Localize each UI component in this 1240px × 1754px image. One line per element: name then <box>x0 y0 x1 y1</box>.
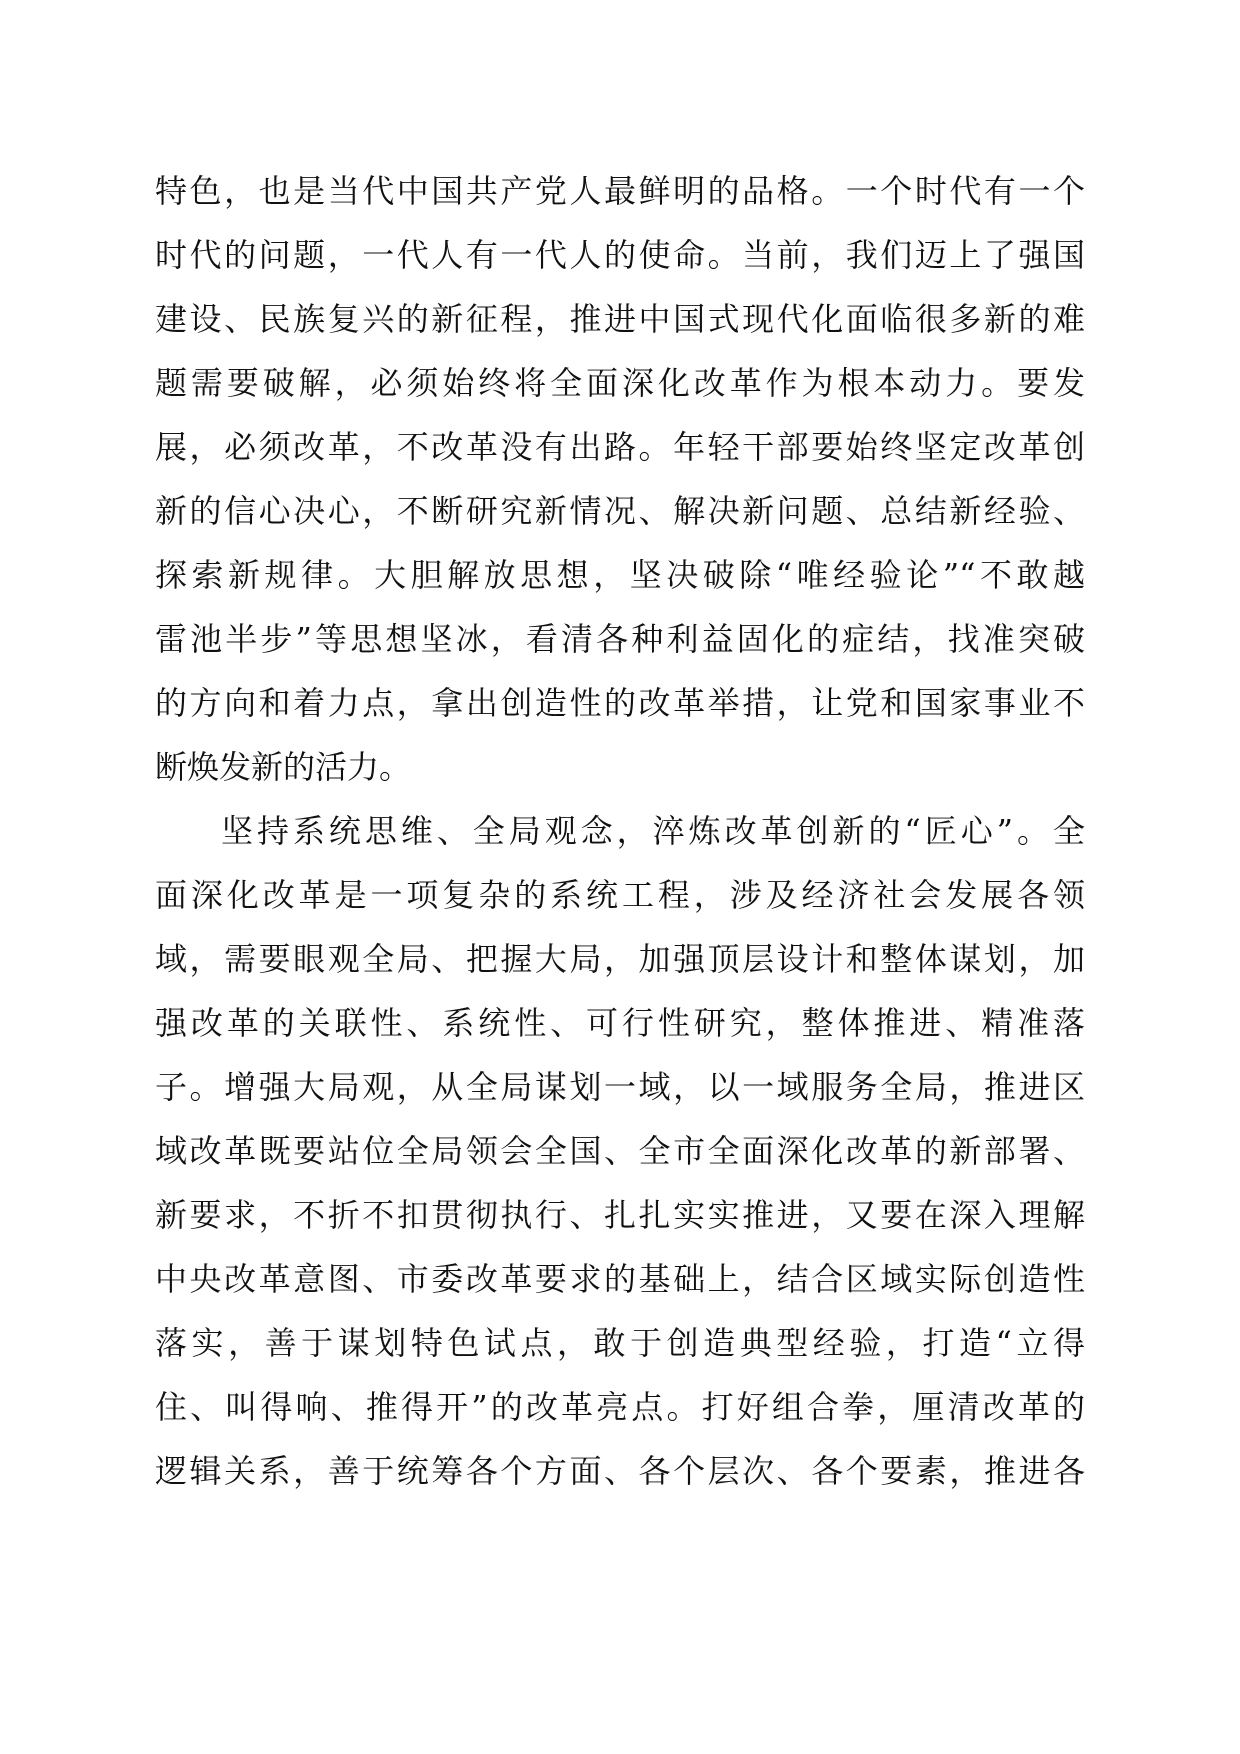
paragraph-2-line-10: 住、叫得响、推得开”的改革亮点。打好组合拳，厘清改革的 <box>155 1388 1085 1426</box>
paragraph-1-line-4: 题需要破解，必须始终将全面深化改革作为根本动力。要发 <box>155 364 1085 402</box>
paragraph-2-line-8: 中央改革意图、市委改革要求的基础上，结合区域实际创造性 <box>155 1260 1085 1298</box>
paragraph-1-line-6: 新的信心决心，不断研究新情况、解决新问题、总结新经验、 <box>155 492 1085 530</box>
paragraph-1-line-10: 断焕发新的活力。 <box>155 748 412 786</box>
paragraph-2-line-4: 强改革的关联性、系统性、可行性研究，整体推进、精准落 <box>155 1004 1085 1042</box>
paragraph-2-line-11: 逻辑关系，善于统筹各个方面、各个层次、各个要素，推进各 <box>155 1452 1085 1490</box>
paragraph-2-line-5: 子。增强大局观，从全局谋划一域，以一域服务全局，推进区 <box>155 1068 1085 1106</box>
paragraph-1-line-1: 特色，也是当代中国共产党人最鲜明的品格。一个时代有一个 <box>155 172 1085 210</box>
paragraph-2-line-6: 域改革既要站位全局领会全国、全市全面深化改革的新部署、 <box>155 1132 1085 1170</box>
paragraph-1-line-2: 时代的问题，一代人有一代人的使命。当前，我们迈上了强国 <box>155 236 1085 274</box>
paragraph-2-line-7: 新要求，不折不扣贯彻执行、扎扎实实推进，又要在深入理解 <box>155 1196 1085 1234</box>
paragraph-1-line-8: 雷池半步”等思想坚冰，看清各种利益固化的症结，找准突破 <box>155 620 1085 658</box>
paragraph-2-line-9: 落实，善于谋划特色试点，敢于创造典型经验，打造“立得 <box>155 1324 1085 1362</box>
paragraph-1-line-3: 建设、民族复兴的新征程，推进中国式现代化面临很多新的难 <box>155 300 1085 338</box>
paragraph-1-line-7: 探索新规律。大胆解放思想，坚决破除“唯经验论”“不敢越 <box>155 556 1085 594</box>
paragraph-1-line-5: 展，必须改革，不改革没有出路。年轻干部要始终坚定改革创 <box>155 428 1085 466</box>
paragraph-2-line-1: 坚持系统思维、全局观念，淬炼改革创新的“匠心”。全 <box>221 812 1085 850</box>
paragraph-1-line-9: 的方向和着力点，拿出创造性的改革举措，让党和国家事业不 <box>155 684 1085 722</box>
paragraph-2-line-3: 域，需要眼观全局、把握大局，加强顶层设计和整体谋划，加 <box>155 940 1085 978</box>
paragraph-2-line-2: 面深化改革是一项复杂的系统工程，涉及经济社会发展各领 <box>155 876 1085 914</box>
